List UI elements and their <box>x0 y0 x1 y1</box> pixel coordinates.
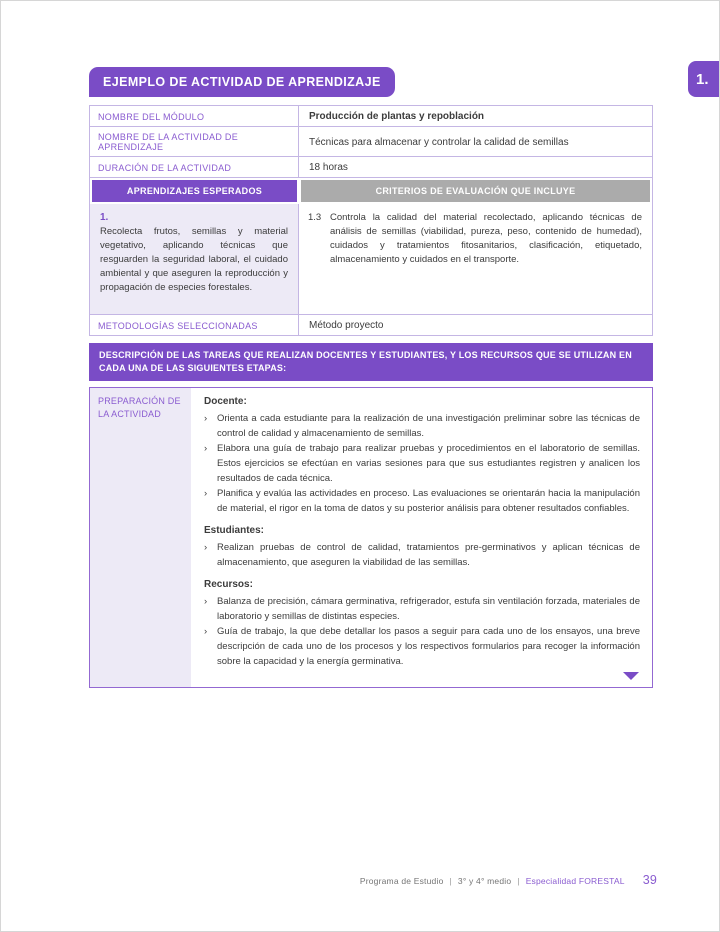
page-title: EJEMPLO DE ACTIVIDAD DE APRENDIZAJE <box>89 67 395 97</box>
duration-value: 18 horas <box>309 162 348 173</box>
footer-separator: | <box>449 876 452 886</box>
expected-learning-number: 1. <box>100 212 109 223</box>
table-row-methodology <box>90 315 652 335</box>
footer-separator: | <box>517 876 520 886</box>
table-row-module <box>90 106 652 127</box>
section-heading-estudiantes: Estudiantes: <box>204 525 265 536</box>
duration-label: DURACIÓN DE LA ACTIVIDAD <box>90 157 299 177</box>
module-label: NOMBRE DEL MÓDULO <box>90 106 299 126</box>
page-footer <box>360 873 657 887</box>
continuation-arrow-down-icon <box>623 672 639 680</box>
footer-specialty: Especialidad FORESTAL <box>525 876 625 886</box>
section-heading-docente: Docente: <box>204 396 247 407</box>
activity-name-label: NOMBRE DE LA ACTIVIDAD DE APRENDIZAJE <box>90 127 299 156</box>
criteria-text: Controla la calidad del material recolectado, aplicando técnicas de análisis de semillas (viabilidad, pureza, peso, contenido de humedad), cuidados y tratamientos fitosanitarios, clasificación, etiquetado, almacenamiento y cuidados en el transporte. <box>330 212 642 265</box>
bullet-marker-icon: › <box>204 488 208 499</box>
list-item: › Balanza de precisión, cámara germinativa, refrigerador, estufa sin ventilación forzada, materiales de laboratorio y semillas de distintas especies. <box>204 596 640 622</box>
description-banner: DESCRIPCIÓN DE LAS TAREAS QUE REALIZAN DOCENTES Y ESTUDIANTES, Y LOS RECURSOS QUE SE UTILIZAN EN CADA UNA DE LAS SIGUIENTES ETAPAS: <box>89 343 653 381</box>
preparation-content <box>191 388 652 687</box>
bullet-marker-icon: › <box>204 443 208 454</box>
expected-learning-text: Recolecta frutos, semillas y material vegetativo, aplicando técnicas que resguarden la seguridad laboral, el cuidado ambiental y que aseguren la reproducción y propagación de especies forestales. <box>100 226 288 293</box>
list-item: › Planifica y evalúa las actividades en proceso. Las evaluaciones se orientarán hacia la manipulación de material, el rigor en la toma de datos y su posterior análisis para obtener resultados confiables. <box>204 488 640 514</box>
learning-criteria-row <box>90 204 652 315</box>
chapter-number: 1. <box>696 70 709 88</box>
page-number: 39 <box>642 873 657 887</box>
table-row-activity-name <box>90 127 652 157</box>
list-item: › Realizan pruebas de control de calidad, tratamientos pre-germinativos y aplican técnicas de almacenamiento, que aseguren la viabilidad de las semillas. <box>204 542 640 568</box>
list-item: › Orienta a cada estudiante para la realización de una investigación preliminar sobre las técnicas de control de calidad y almacenamiento de semillas. <box>204 413 640 439</box>
main-content <box>89 1 653 688</box>
footer-doc-title: Programa de Estudio <box>359 876 444 886</box>
criteria-number: 1.3 <box>308 212 322 223</box>
bullet-marker-icon: › <box>204 542 208 553</box>
evaluation-criteria-header: CRITERIOS DE EVALUACIÓN QUE INCLUYE <box>301 180 650 202</box>
methodology-value: Método proyecto <box>309 320 384 331</box>
list-item: › Elabora una guía de trabajo para realizar pruebas y procedimientos en el laboratorio de semillas. Estos ejercicios se efectúan en varias sesiones para que sus estudiantes registren y analicen los resultados de cada técnica. <box>204 443 640 484</box>
evaluation-criteria-cell <box>299 204 652 314</box>
chapter-number-tab <box>688 61 719 97</box>
bullet-marker-icon: › <box>204 413 208 424</box>
expected-learning-cell <box>90 204 299 314</box>
preparation-table <box>89 387 653 688</box>
stage-label: PREPARACIÓN DE LA ACTIVIDAD <box>90 388 191 687</box>
section-heading-recursos: Recursos: <box>204 579 253 590</box>
expected-learning-header: APRENDIZAJES ESPERADOS <box>92 180 297 202</box>
bullet-marker-icon: › <box>204 596 208 607</box>
module-value: Producción de plantas y repoblación <box>309 111 485 122</box>
list-item: › Guía de trabajo, la que debe detallar los pasos a seguir para cada uno de los ensayos, una breve descripción de cada uno de los procesos y los respectivos formularios para recoger la información sobre la capacidad y la energía germinativa. <box>204 626 640 667</box>
table-row-duration <box>90 157 652 178</box>
bullet-marker-icon: › <box>204 626 208 637</box>
activity-info-table <box>89 105 653 336</box>
activity-name-value: Técnicas para almacenar y controlar la calidad de semillas <box>309 136 569 148</box>
footer-grade: 3° y 4° medio <box>457 876 512 886</box>
table-column-headers <box>90 178 652 204</box>
methodology-label: METODOLOGÍAS SELECCIONADAS <box>90 315 299 335</box>
